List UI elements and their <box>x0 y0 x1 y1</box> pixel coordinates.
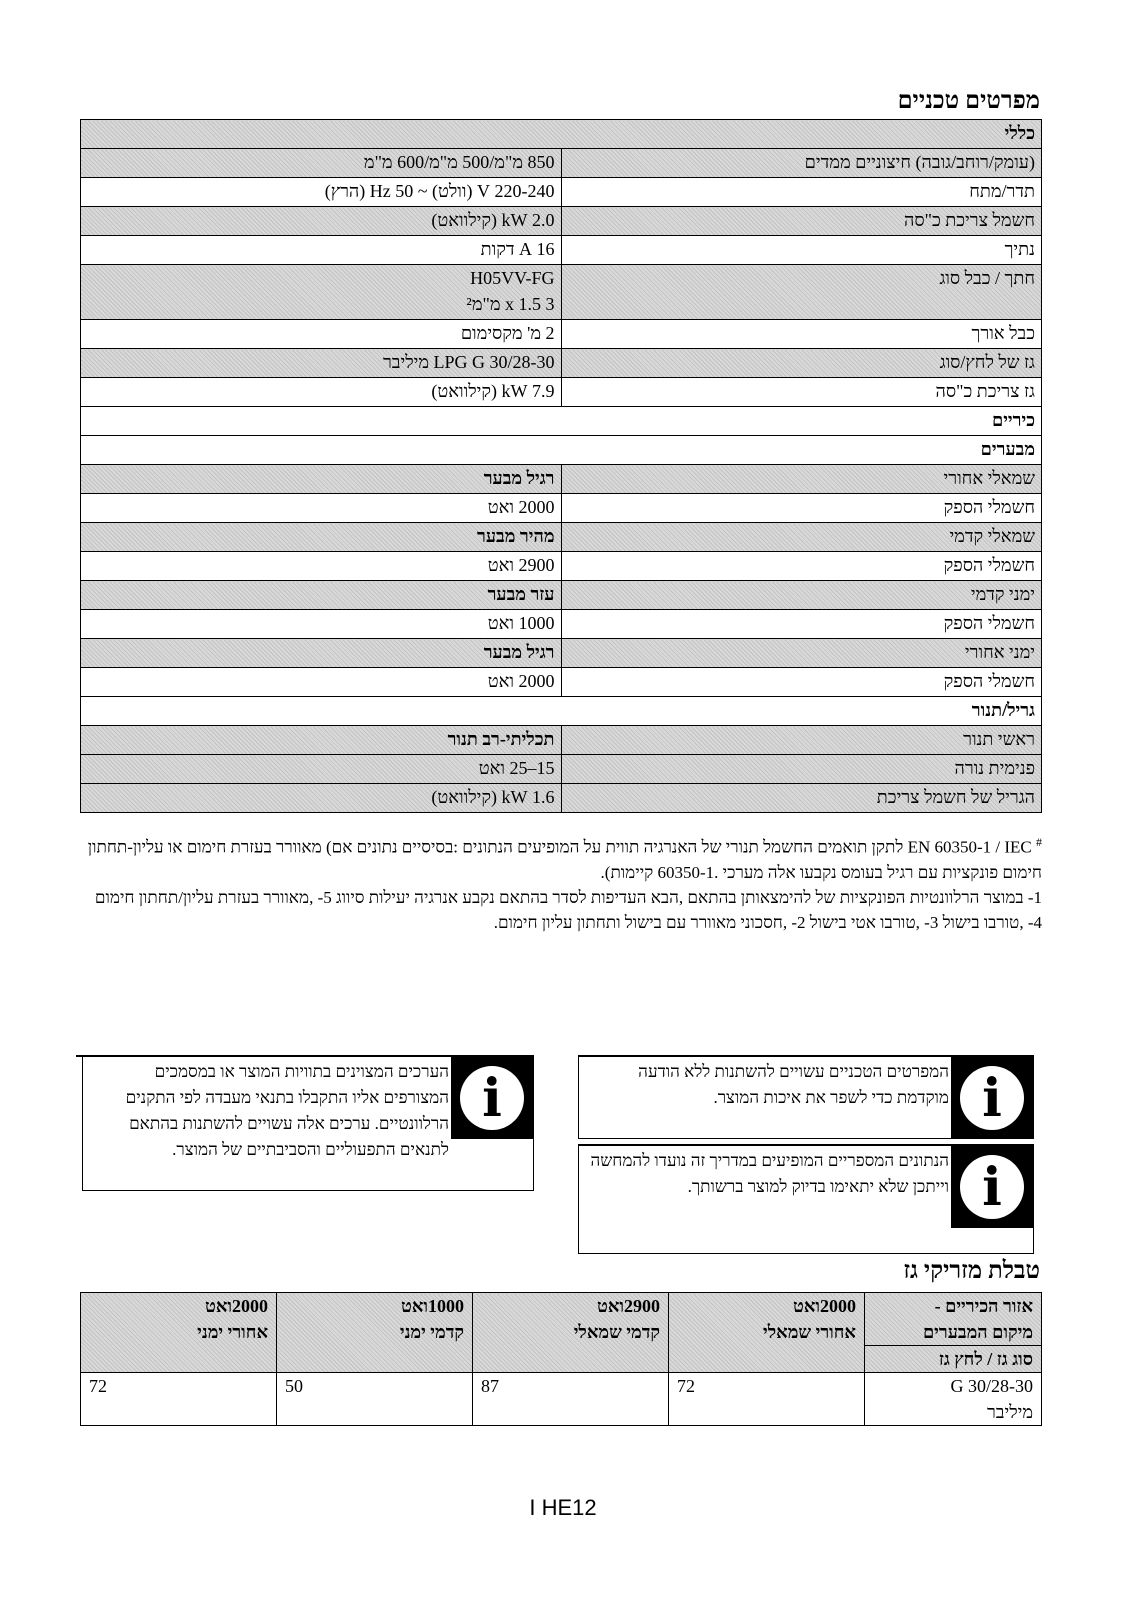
note-basic-data: # EN 60350-1 / IEC לתקן תואמים החשמל תנורי של האנרגיה תווית על המופיעים הנתונים :בסיסיים נתונים אם) מאוורר בעזרת חימום או עליון-תחתון חימום פונקציות עם רגיל בעומס נקבעו אלה מערכי .60350-1 קיימות). <box>87 835 1042 882</box>
spec-row <box>81 755 1042 784</box>
spec-row <box>81 349 1042 378</box>
spec-value: תכליתי-רב תנור <box>81 726 562 755</box>
info-icon: i <box>451 1057 533 1139</box>
spec-label: ימני אחורי <box>561 639 1042 668</box>
info-icon: i <box>951 1146 1033 1228</box>
spec-label: (עומק/רוחב/גובה) חיצוניים ממדים <box>561 149 1042 178</box>
spec-label: גז של לחץ/סוג <box>561 349 1042 378</box>
spec-row <box>81 494 1042 523</box>
spec-label: חתך / כבל סוג <box>561 265 1042 320</box>
footnotes <box>84 830 1042 935</box>
spec-row <box>81 726 1042 755</box>
spec-value: עזר מבער <box>81 581 562 610</box>
spec-label: ימני קדמי <box>561 581 1042 610</box>
spec-value: 2000 ואט <box>81 668 562 697</box>
spec-row <box>81 668 1042 697</box>
spec-row <box>81 523 1042 552</box>
spec-label: חשמלי הספק <box>561 668 1042 697</box>
gas-col-header: 2000ואט אחורי שמאלי <box>669 1293 865 1373</box>
spec-label: חשמלי הספק <box>561 494 1042 523</box>
spec-value: 220-240 V (וולט) ~ 50 Hz (הרץ) <box>81 178 562 207</box>
spec-row <box>81 610 1042 639</box>
spec-value <box>81 265 562 320</box>
spec-row <box>81 265 1042 320</box>
spec-value: 2900 ואט <box>81 552 562 581</box>
spec-row <box>81 207 1042 236</box>
spec-section-row <box>81 120 1042 149</box>
spec-row <box>81 178 1042 207</box>
spec-value: רגיל מבער <box>81 639 562 668</box>
spec-value: LPG G 30/28-30 מיליבר <box>81 349 562 378</box>
spec-value-line: 3 x 1.5 מ"מ² <box>466 294 555 314</box>
gas-col-header: 2000ואט אחורי ימני <box>81 1293 277 1373</box>
info-box-label-values: i הערכים המצוינים בתוויות המוצר או במסמכים המצורפים אליו התקבלו בתנאי מעבדה לפי התקנים הרלוונטיים. ערכים אלה עשויים להשתנות בהתאם לתנאים התפעוליים והסביבתיים של המוצר. <box>82 1055 534 1191</box>
spec-value: 15–25 ואט <box>81 755 562 784</box>
spec-value: 1000 ואט <box>81 610 562 639</box>
gas-value-cell: 87 <box>473 1373 669 1426</box>
page-number: I HE12 <box>529 1495 597 1520</box>
spec-value: מהיר מבער <box>81 523 562 552</box>
spec-row <box>81 552 1042 581</box>
spec-section-label: כיריים <box>81 407 1042 436</box>
gas-value-row <box>81 1373 1042 1426</box>
spec-section-row <box>81 436 1042 465</box>
spec-section-row <box>81 407 1042 436</box>
spec-value: 850 מ"מ/500 מ"מ/600 מ"מ <box>81 149 562 178</box>
info-box-spec-change: i המפרטים הטכניים עשויים להשתנות ללא הודעה מוקדמת כדי לשפר את איכות המוצר. <box>578 1055 1034 1139</box>
spec-label: חשמל צריכת כ"סה <box>561 207 1042 236</box>
gas-header-row <box>81 1293 1042 1373</box>
spec-row <box>81 320 1042 349</box>
gas-type-cell: G 30/28-30 מיליבר <box>865 1373 1042 1426</box>
gas-value-cell: 72 <box>81 1373 277 1426</box>
spec-label: חשמלי הספק <box>561 610 1042 639</box>
spec-row <box>81 465 1042 494</box>
spec-label: שמאלי אחורי <box>561 465 1042 494</box>
spec-value: 2.0 kW (קילוואט) <box>81 207 562 236</box>
spec-value-line: H05VV-FG <box>470 268 555 288</box>
spec-value: 2 מ' מקסימום <box>81 320 562 349</box>
spec-row <box>81 236 1042 265</box>
spec-row <box>81 784 1042 813</box>
gas-value-cell: 50 <box>277 1373 473 1426</box>
gas-value-cell: 72 <box>669 1373 865 1426</box>
spec-section-label: גריל/תנור <box>81 697 1042 726</box>
spec-value: 2000 ואט <box>81 494 562 523</box>
info-icon: i <box>951 1057 1033 1139</box>
spec-value: רגיל מבער <box>81 465 562 494</box>
spec-section-label: מבערים <box>81 436 1042 465</box>
spec-label: ראשי תנור <box>561 726 1042 755</box>
spec-label: נתיך <box>561 236 1042 265</box>
spec-label: הגריל של חשמל צריכת <box>561 784 1042 813</box>
note-mark: # <box>1036 835 1042 849</box>
gas-table-title: טבלת מזריקי גז <box>903 1258 1040 1284</box>
spec-value: 7.9 kW (קילוואט) <box>81 378 562 407</box>
info-box-illustration: i הנתונים המספריים המופיעים במדריך זה נועדו להמחשה וייתכן שלא יתאימו בדיוק למוצר ברשותך. <box>578 1144 1034 1254</box>
spec-row <box>81 149 1042 178</box>
spec-label: חשמלי הספק <box>561 552 1042 581</box>
spec-row <box>81 581 1042 610</box>
spec-row <box>81 378 1042 407</box>
spec-value: 16 A דקות <box>81 236 562 265</box>
spec-label: פנימית נורה <box>561 755 1042 784</box>
spec-table <box>80 119 1042 813</box>
spec-label: שמאלי קדמי <box>561 523 1042 552</box>
gas-corner-cell: אזור הכיריים - מיקום המבערים סוג גז / לחץ גז <box>865 1293 1042 1373</box>
gas-col-header: 2900ואט קדמי שמאלי <box>473 1293 669 1373</box>
spec-row <box>81 639 1042 668</box>
note-energy-class: 1- במוצר הרלוונטיות הפונקציות של להימצאותן בהתאם ,הבא העדיפות לסדר בהתאם נקבע אנרגיה יעילות סיווג 5- ,מאוורר בעזרת עליון/תחתון חימום 4- ,טורבו בישול 3- ,טורבו אטי בישול 2- ,חסכוני מאוורר עם בישול ותחתון עליון חימום. <box>94 887 1042 932</box>
spec-section-label: כללי <box>81 120 1042 149</box>
gas-injector-table <box>80 1292 1042 1426</box>
spec-section-row <box>81 697 1042 726</box>
gas-col-header: 1000ואט קדמי ימני <box>277 1293 473 1373</box>
spec-label: גז צריכת כ"סה <box>561 378 1042 407</box>
page-title: מפרטים טכניים <box>897 88 1040 114</box>
spec-value: 1.6 kW (קילוואט) <box>81 784 562 813</box>
spec-label: כבל אורך <box>561 320 1042 349</box>
spec-label: תדר/מתח <box>561 178 1042 207</box>
